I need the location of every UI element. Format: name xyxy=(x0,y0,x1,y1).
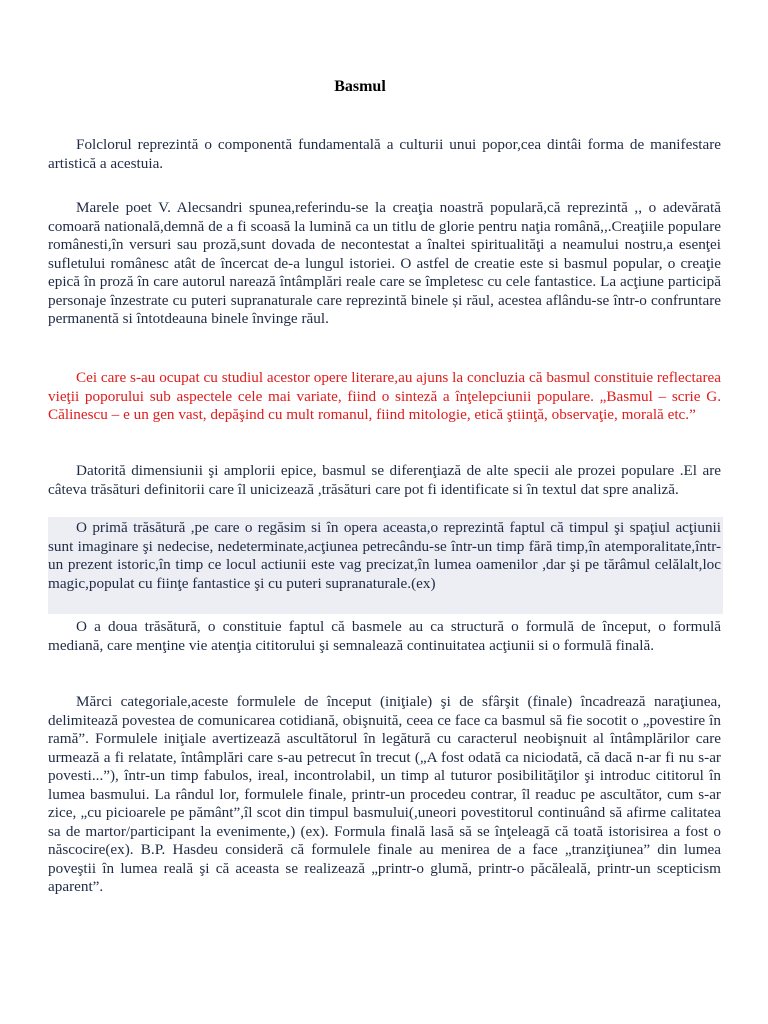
paragraph-text: Datorită dimensiunii şi amplorii epice, basmul se diferenţiază de alte specii ale prozei populare .El are câteva trăsături definitorii care îl unicizează ,trăsături care pot fi identificate si în textul dat spre analiză. xyxy=(48,462,721,498)
paragraph-trasatura-2 xyxy=(48,618,721,655)
paragraph-calinescu xyxy=(48,369,721,425)
paragraph-alecsandri xyxy=(48,199,721,329)
paragraph-text: O primă trăsătură ,pe care o regăsim si în opera aceasta,o reprezintă faptul că timpul şi spaţiul acţiunii sunt imaginare şi nedecise, nedeterminate,acţiunea petrecându-se într-un timp fără timp,în atemporalitate,într-un prezent istoric,în timp ce locul actiunii este vag precizat,în lumea oamenilor ,dar şi pe tărâmul celălalt,loc magic,populat cu fiinţe fantastice şi cu puteri supranaturale.(ex) xyxy=(48,519,721,592)
paragraph-formule xyxy=(48,693,721,897)
paragraph-text: Cei care s-au ocupat cu studiul acestor opere literare,au ajuns la concluzia că basmul constituie reflectarea vieţii poporului sub aspectele cele mai variate, fiind o sinteză a înţelepciunii populare. „Basmul – scrie G. Călinescu – e un gen vast, depăşind cu mult romanul, fiind mitologie, etică ştiinţă, observaţie, morală etc.” xyxy=(48,369,721,423)
paragraph-text: Marele poet V. Alecsandri spunea,referindu-se la creaţia noastră populară,că reprezintă ,, o adevărată comoară natională,demnă de a fi scoasă la lumină ca un titlu de glorie pentru naţia română,,.Creaţiile populare românesti,în versuri sau proză,sunt dovada de necontestat a înaltei spiritualităţi a neamului nostru,a esenţei sufletului românesc atât de încercat de-a lungul istoriei. O astfel de creatie este si basmul popular, o creaţie epică în proză în care autorul narează întâmplări reale care se împletesc cu cele fantastice. La acţiune participă personaje înzestrate cu puteri supranaturale care reprezintă binele și răul, acestea aflându-se într-o confruntare permanentă si întotdeauna binele învinge răul. xyxy=(48,199,721,327)
paragraph-text: Folclorul reprezintă o componentă fundamentală a culturii unui popor,cea dintâi forma de manifestare artistică a acestuia. xyxy=(48,136,721,172)
paragraph-dimensiuni xyxy=(48,462,721,499)
paragraph-intro xyxy=(48,136,721,173)
paragraph-text: Mărci categoriale,aceste formulele de început (iniţiale) şi de sfârşit (finale) încadrează naraţiunea, delimitează povestea de comunicarea cotidiană, obişnuită, ceea ce face ca basmul să fie socotit o „povestire în ramă”. Formulele iniţiale avertizează ascultătorul în legătură cu caracterul neobişnuit al întâmplărilor care urmează a fi relatate, întâmplări care s-au petrecut în trecut („A fost odată ca niciodată, că dacă n-ar fi nu s-ar povesti...”), într-un timp fabulos, ireal, incontrolabil, un timp al tuturor posibilităţilor şi introduc cititorul în lumea basmului. La rândul lor, formulele finale, printr-un procedeu contrar, îl readuc pe ascultător, cum s-ar zice, „cu picioarele pe pământ”,îl scot din timpul basmului(,uneori povestitorul continuând să afirme calitatea sa de martor/participant la evenimente,) (ex). Formula finală lasă să se înţeleagă că toată istorisirea a fost o născocire(ex). B.P. Hasdeu consideră că formulele finale au menirea de a face „tranziţiunea” din lumea poveştii în lumea reală şi că aceasta se realizează „printr-o glumă, printr-o păcăleală, printr-un scepticism aparent”. xyxy=(48,693,721,895)
paragraph-text: O a doua trăsătură, o constituie faptul că basmele au ca structură o formulă de început, o formulă mediană, care menţine vie atenţia cititorului şi semnalează continuitatea acţiunii si o formulă finală. xyxy=(48,618,721,654)
paragraph-trasatura-1 xyxy=(48,519,721,593)
page-title: Basmul xyxy=(334,78,386,95)
